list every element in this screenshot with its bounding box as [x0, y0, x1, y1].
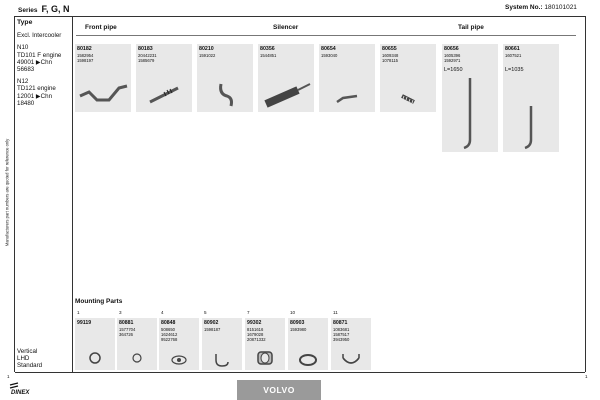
dinex-logo-icon — [8, 381, 36, 395]
left-border — [14, 16, 15, 372]
s-bend-pipe-icon — [197, 44, 253, 112]
mounting-part-card[interactable] — [245, 310, 285, 370]
part-number: 80661 — [505, 46, 520, 52]
oem-refs: 1598187 — [204, 327, 221, 332]
item-index: 10 — [290, 310, 296, 315]
part-card[interactable] — [503, 44, 559, 152]
bent-pipe-icon — [75, 44, 131, 112]
gasket-ring-icon — [117, 318, 157, 370]
oem-refs: 20442231 1585679 — [138, 53, 157, 63]
oem-refs: 1544851 — [260, 53, 277, 58]
part-card[interactable] — [136, 44, 192, 112]
part-card[interactable] — [380, 44, 436, 112]
header-divider — [15, 16, 585, 17]
svg-text:DINEX: DINEX — [11, 390, 30, 395]
part-number: 80210 — [199, 46, 214, 52]
oem-refs: 1607521 — [505, 53, 522, 58]
engine-n12: N12 TD121 engine 12001 ▶Chn 18480 — [17, 78, 56, 107]
item-index: 5 — [204, 310, 207, 315]
mounting-part-card[interactable] — [75, 310, 115, 370]
right-border — [585, 16, 586, 372]
group-bracket-line — [76, 35, 576, 36]
item-index: 4 — [161, 310, 164, 315]
part-number: 80848 — [161, 320, 176, 326]
item-index: 11 — [333, 310, 338, 315]
part-card[interactable] — [442, 44, 498, 152]
mounting-part-card[interactable] — [331, 310, 371, 370]
part-number: 80871 — [333, 320, 348, 326]
page-number-left: 1 — [7, 374, 10, 379]
mounting-part-card[interactable] — [288, 310, 328, 370]
mounting-part-card[interactable] — [159, 310, 199, 370]
system-number: System No.: 180101021 — [505, 4, 577, 11]
mounting-part-card[interactable] — [117, 310, 157, 370]
part-number: 80654 — [321, 46, 336, 52]
brand-banner: VOLVO — [237, 380, 321, 400]
oem-refs: 1591022 — [199, 53, 216, 58]
sleeve-clamp-icon — [245, 318, 285, 370]
oem-refs: 8151616 1679028 20871332 — [247, 327, 266, 342]
length-label: L=1035 — [505, 67, 524, 73]
tail-pipe-icon — [442, 44, 498, 152]
type-column-divider — [72, 16, 73, 372]
oem-refs: 1605396 1592971 — [444, 53, 461, 63]
oem-refs: 1582954 1598197 — [77, 53, 94, 63]
flex-pipe-icon — [136, 44, 192, 112]
item-index: 7 — [247, 310, 250, 315]
silencer-icon — [258, 44, 314, 112]
footer-divider — [15, 372, 585, 373]
clamp-ring-icon — [75, 318, 115, 370]
part-card[interactable] — [258, 44, 314, 112]
u-bolt-clamp-icon — [331, 318, 371, 370]
part-number: 80183 — [138, 46, 153, 52]
part-card[interactable] — [197, 44, 253, 112]
mounting-part-card[interactable] — [202, 310, 242, 370]
engine-n10: N10 TD101 F engine 49001 ▶Chn 56683 — [17, 44, 62, 74]
item-index: 3 — [119, 310, 122, 315]
dinex-logo — [8, 381, 36, 395]
part-number: 80903 — [290, 320, 305, 326]
flange-gasket-icon — [159, 318, 199, 370]
oem-refs: 1593980 — [290, 327, 307, 332]
oem-refs: 508650 1624612 9522768 — [161, 327, 178, 342]
angled-pipe-icon — [319, 44, 375, 112]
flexible-hose-icon — [380, 44, 436, 112]
part-number: 80881 — [119, 320, 134, 326]
oem-refs: 1609348 1078115 — [382, 53, 399, 63]
item-index: 1 — [77, 310, 80, 315]
part-number: 99119 — [77, 320, 92, 326]
part-number: 80182 — [77, 46, 92, 52]
group-tail-pipe: Tail pipe — [458, 24, 484, 31]
group-silencer: Silencer — [273, 24, 299, 31]
hook-bracket-icon — [202, 318, 242, 370]
part-number: 80655 — [382, 46, 397, 52]
mounting-parts-title: Mounting Parts — [75, 298, 123, 305]
series-header: Series F, G, N — [18, 4, 70, 14]
oem-refs: 1577704 364726 — [119, 327, 136, 337]
part-card[interactable] — [75, 44, 131, 112]
page-number-right: 1 — [585, 374, 588, 379]
tail-pipe-short-icon — [503, 44, 559, 152]
part-number: 99302 — [247, 320, 262, 326]
part-number: 80656 — [444, 46, 459, 52]
part-number: 80356 — [260, 46, 275, 52]
reference-note: Manufacturers part numbers are quoted for reference only — [4, 138, 10, 247]
mounting-configuration: Vertical LHD Standard — [17, 348, 43, 370]
type-column: Type Excl. Intercooler N10 TD101 F engine 49001 ▶Chn 56683 N12 TD121 engine 12001 ▶Chn 18480 — [17, 19, 71, 112]
oem-refs: 1083681 1587517 3943950 — [333, 327, 350, 342]
part-card[interactable] — [319, 44, 375, 112]
length-label: L=1650 — [444, 67, 463, 73]
oem-refs: 1593040 — [321, 53, 338, 58]
band-clamp-icon — [288, 318, 328, 370]
part-number: 80902 — [204, 320, 219, 326]
group-front-pipe: Front pipe — [85, 24, 117, 31]
